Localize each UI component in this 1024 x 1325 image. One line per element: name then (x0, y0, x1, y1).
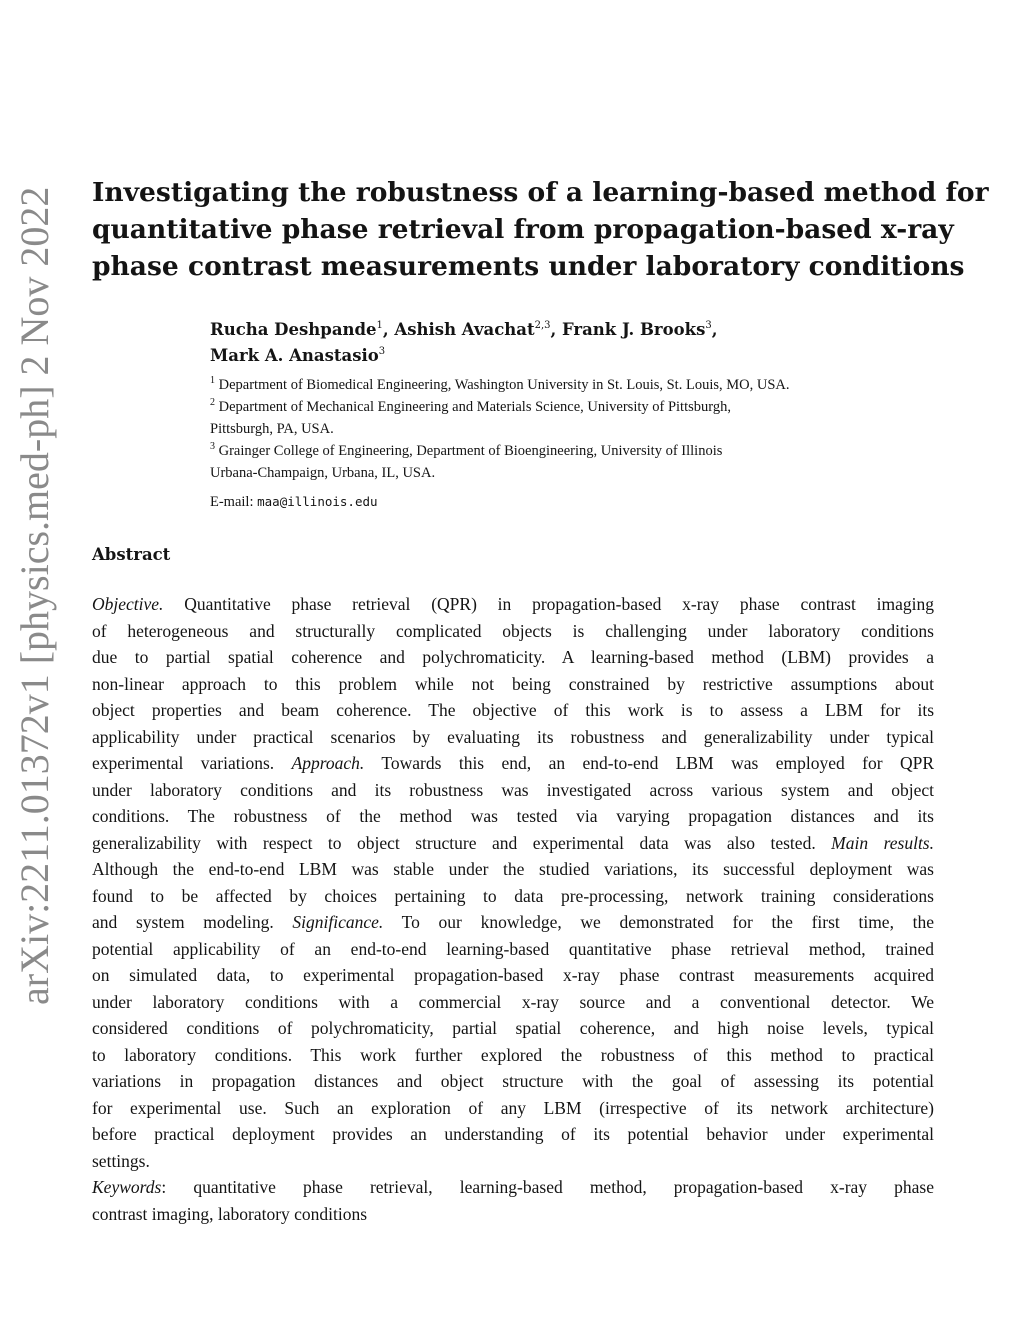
abstract-line: on simulated data, to experimental propagation-based x-ray phase contrast measurements acquired (92, 965, 934, 985)
abstract-line: due to partial spatial coherence and polychromaticity. A learning-based method (LBM) provides a (92, 647, 934, 667)
author-name: Rucha Deshpande (210, 320, 377, 339)
keywords-line (92, 1174, 934, 1201)
arxiv-identifier: arXiv:2211.01372v1 [physics.med-ph] 2 Nov 2022 (12, 186, 57, 1005)
author-affiliation-mark: 1 (376, 320, 383, 331)
abstract-line: variations in propagation distances and object structure with the goal of assessing its potential (92, 1071, 934, 1091)
abstract-line (92, 830, 934, 857)
affiliation-list (210, 374, 950, 484)
author-affiliation-mark: 3 (378, 346, 386, 357)
author-name: Frank J. Brooks (561, 320, 706, 339)
abstract-line (92, 591, 934, 618)
abstract-line (92, 750, 934, 777)
abstract-line: Although the end-to-end LBM was stable under the studied variations, its successful deployment was (92, 859, 934, 879)
affiliation-line (210, 462, 950, 484)
abstract-line: under laboratory conditions with a commercial x-ray source and a conventional detector. We (92, 991, 934, 1012)
keywords-text: : quantitative phase retrieval, learning-based method, propagation-based x-ray phase (161, 1177, 934, 1197)
title-line: Investigating the robustness of a learning-based method for (92, 177, 989, 208)
author-name: Ashish Avachat (394, 320, 535, 339)
affiliation-line (210, 396, 950, 418)
affiliation-text: Department of Biomedical Engineering, Washington University in St. Louis, St. Louis, MO, USA. (218, 377, 790, 393)
abstract-line: under laboratory conditions and its robustness was investigated across various system and object (92, 779, 934, 800)
affiliation-text: Grainger College of Engineering, Department of Bioengineering, University of Illinois (218, 443, 723, 459)
author-affiliation-mark: 2,3 (534, 320, 551, 331)
author-list (210, 317, 950, 369)
main-results-label: Main results. (831, 832, 934, 853)
affiliation-number: 2 (210, 397, 215, 408)
abstract-line: settings. (92, 1150, 150, 1171)
abstract-body (92, 591, 934, 1227)
abstract-line: to laboratory conditions. This work further explored the robustness of this method to practical (92, 1044, 934, 1065)
author-line: Rucha Deshpande$^1$, Ashish Avachat$^{2,3}$, Frank J. Brooks$^3$, (210, 320, 718, 339)
objective-label: Objective. (92, 594, 164, 614)
approach-label: Approach. (291, 753, 365, 773)
abstract-line (92, 909, 934, 936)
affiliation-text: Urbana-Champaign, Urbana, IL, USA. (210, 465, 436, 481)
abstract-line: object properties and beam coherence. The objective of this work is to assess a LBM for its (92, 700, 934, 720)
title-line: phase contrast measurements under laboratory conditions (92, 251, 965, 282)
author-name: Mark A. Anastasio (210, 346, 379, 365)
abstract-line: non-linear approach to this problem while not being constrained by restrictive assumptions about (92, 673, 934, 694)
abstract-line: for experimental use. Such an exploration of any LBM (irrespective of its network architecture) (92, 1097, 934, 1118)
affiliation-line (210, 418, 950, 440)
abstract-text: experimental variations. (92, 753, 292, 773)
abstract-line: considered conditions of polychromaticity, partial spatial coherence, and high noise levels, typical (92, 1018, 934, 1038)
abstract-text: To our knowledge, we demonstrated for the first time, the (383, 912, 935, 932)
contact-email (210, 491, 378, 513)
email-address[interactable]: maa@illinois.edu (257, 494, 378, 509)
significance-label: Significance. (292, 912, 384, 932)
abstract-text: generalizability with respect to object structure and experimental data was also tested. (92, 832, 832, 853)
abstract-text: Towards this end, an end-to-end LBM was employed for QPR (364, 753, 934, 773)
abstract-line: applicability under practical scenarios by evaluating its robustness and generalizability under typical (92, 726, 934, 747)
abstract-line: conditions. The robustness of the method was tested via varying propagation distances and its (92, 806, 934, 826)
abstract-text: and system modeling. (92, 912, 293, 932)
keywords-label: Keywords (92, 1177, 162, 1197)
keywords-line: contrast imaging, laboratory conditions (92, 1203, 368, 1224)
paper-title (92, 174, 989, 285)
abstract-text: Quantitative phase retrieval (QPR) in propagation-based x-ray phase contrast imaging (163, 594, 934, 614)
author-affiliation-mark: 3 (705, 320, 712, 331)
abstract-line: of heterogeneous and structurally complicated objects is challenging under laboratory conditions (92, 620, 934, 641)
abstract-line: before practical deployment provides an understanding of its potential behavior under experimental (92, 1124, 934, 1144)
affiliation-number: 3 (210, 441, 215, 452)
affiliation-number: 1 (210, 375, 215, 386)
abstract-line: potential applicability of an end-to-end learning-based quantitative phase retrieval method, trained (92, 938, 934, 959)
abstract-heading: Abstract (92, 545, 171, 564)
affiliation-text: Department of Mechanical Engineering and Materials Science, University of Pittsburgh, (218, 399, 731, 415)
abstract-line: found to be affected by choices pertaining to data pre-processing, network training considerations (92, 885, 934, 906)
affiliation-line (210, 440, 950, 462)
author-line (210, 343, 950, 369)
title-line: quantitative phase retrieval from propagation-based x-ray (92, 214, 954, 245)
affiliation-line (210, 374, 950, 396)
affiliation-text: Pittsburgh, PA, USA. (210, 421, 334, 437)
email-label: E-mail: (210, 494, 254, 510)
